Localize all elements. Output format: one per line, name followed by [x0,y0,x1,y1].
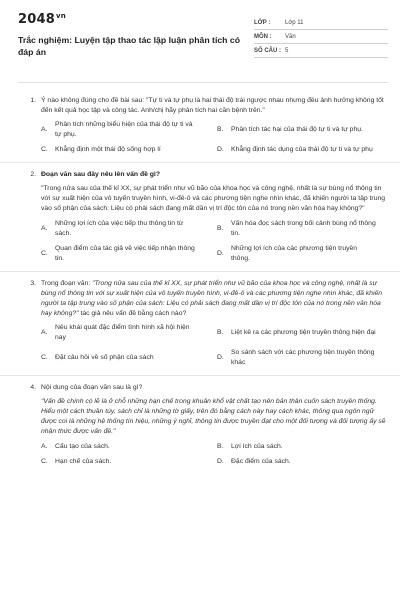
question-stem: Nội dung của đoạn văn sau là gì? [41,384,143,391]
option-d[interactable] [217,244,393,264]
question-number: 2. [30,171,36,178]
question-passage: "Trong nửa sau của thế kỉ XX, sự phát triển như vũ bão của khoa học và công nghệ, nhất là sự bùng nổ thông tin với sự xuất hiện của vô tuyến truyền hình, vi-đê-ô và các phương tiện nghe nhìn khác, đã khiến người ta tập trung vào số phận của sách: Liệu có phải sách đang mất dần vị trí độc tôn của nó trong nền văn hóa hay không?" [41,185,386,212]
option-b[interactable] [217,120,393,140]
meta-label: LỚP : [254,19,271,26]
option-text: Hạn chế của sách. [55,458,112,465]
option-letter: C. [41,250,48,257]
option-d[interactable] [217,145,393,155]
question-passage: "Vấn đề chính có lẽ là ở chỗ những hạn chế trong khuân khổ vật chất tạo nên bản thân cuốn sách truyền thống. Hiểu một cách thuần túy, sách chỉ là những tờ giấy, trên đó bằng cách này hay cách khác, thông qua ngôn ngữ được coi là những hệ thống tín hiệu, những ý nghĩ, thông tin được truyền đạt cho một đối tượng và đối tượng ấy sẽ nhận thức được vấn đề." [41,398,386,435]
question-3 [18,279,388,368]
option-a[interactable] [41,120,217,140]
option-c[interactable] [41,244,217,264]
option-letter: C. [41,354,48,361]
option-text: Cấu tạo của sách. [55,443,110,450]
option-letter: D. [217,458,224,465]
options [41,219,388,264]
stem-quote: "Trong nửa sau của thế kỉ XX, sự phát triển như vũ bão của khoa học và công nghệ, nhất là sự bùng nổ thông tin với sự xuất hiện của vô tuyến truyền hình, vi-đê-ô và các phương tiện nghe nhìn khác, đã khiến người ta tập trung vào số phận của sách: Liệu có phải sách đang mất dần vị trí độc tôn của nó trong nền văn hóa hay không?" [41,280,383,317]
meta-value: 5 [285,47,289,54]
meta-label: SỐ CÂU : [254,47,281,54]
question-stem [41,279,388,319]
option-text: Liệt kê ra các phương tiện truyền thông hiện đại [231,329,376,336]
page-header [18,12,388,74]
meta-row-subject [254,30,388,44]
options [41,323,388,368]
option-b[interactable] [217,442,393,452]
option-text: Những lợi ích của các phương tiện truyền thông. [231,245,358,262]
options [41,442,388,467]
question-number: 1. [30,97,36,104]
question-stem: Đoạn văn sau đây nêu lên vấn đề gì? [41,171,160,178]
meta-label: MÔN : [254,33,272,40]
option-text: Đặc điểm của sách. [231,458,291,465]
option-text: Những lợi ích của việc tiếp thu thông tin từ sách. [55,220,184,237]
question-2 [18,170,388,264]
option-d[interactable] [217,457,393,467]
option-letter: D. [217,250,224,257]
meta-table [254,16,388,58]
option-letter: C. [41,458,48,465]
site-logo[interactable] [18,12,248,27]
meta-value: Văn [285,33,296,40]
page-title: Trắc nghiệm: Luyện tập thao tác lập luận phân tích có đáp án [18,35,241,57]
header-left [18,12,248,58]
question-stem: Ý nào không đúng cho đề bài sau: "Tự ti và tự phụ là hai thái độ trái ngược nhau nhưng đều ảnh hưởng không tốt đến kết quả học tập và công tác. Anh/chị hãy phân tích hai căn bệnh trên." [41,97,384,114]
option-d[interactable] [217,348,393,368]
option-letter: A. [41,126,48,133]
option-letter: A. [41,443,48,450]
option-letter: B. [217,225,224,232]
option-letter: C. [41,146,48,153]
question-separator [0,271,400,272]
option-text: Nêu khái quát đặc điểm tình hình xã hội hiện nay [55,324,190,341]
question-separator [0,375,400,376]
option-c[interactable] [41,348,217,368]
option-letter: A. [41,225,48,232]
option-text: Phân tích những biểu hiện của thái độ tự ti và tự phụ. [55,121,193,138]
options [41,120,388,155]
option-letter: B. [217,443,224,450]
option-a[interactable] [41,323,217,343]
option-c[interactable] [41,457,217,467]
option-letter: B. [217,329,224,336]
option-c[interactable] [41,145,217,155]
option-a[interactable] [41,219,217,239]
meta-row-count [254,44,388,58]
option-text: Phân tích tác hại của thái độ tự ti và tự phụ. [231,126,363,133]
option-letter: B. [217,126,224,133]
option-b[interactable] [217,323,393,343]
question-separator [0,162,400,163]
option-letter: D. [217,146,224,153]
logo-suffix: vn [55,12,66,20]
option-letter: A. [41,329,48,336]
option-text: Khẳng định tác dụng của thái độ tự ti và tự phụ [231,146,373,153]
option-letter: D. [217,354,224,361]
option-text: Quan điểm của tác giả về việc tiếp nhận thông tin. [55,245,195,262]
stem-suffix: tác giả nêu vấn đề bằng cách nào? [78,310,187,317]
option-b[interactable] [217,219,393,239]
logo-text: 2048 [18,12,55,27]
option-text: Khẳng định một thái độ sống hợp lí [55,146,161,153]
question-4 [18,383,388,467]
option-a[interactable] [41,442,217,452]
question-1 [18,96,388,155]
stem-prefix: Trong đoạn văn: [41,280,93,287]
question-number: 3. [30,280,36,287]
option-text: Vấn hóa đọc sách trong bối cảnh bùng nổ thông tin. [231,220,376,237]
meta-value: Lớp 11 [285,19,304,26]
meta-row-class [254,16,388,30]
option-text: Đặt câu hỏi về số phận của sách [55,354,154,361]
option-text: Lợi ích của sách. [231,443,283,450]
option-text: So sánh sách với các phương tiện truyền thông khác [231,349,375,366]
question-number: 4. [30,384,36,391]
